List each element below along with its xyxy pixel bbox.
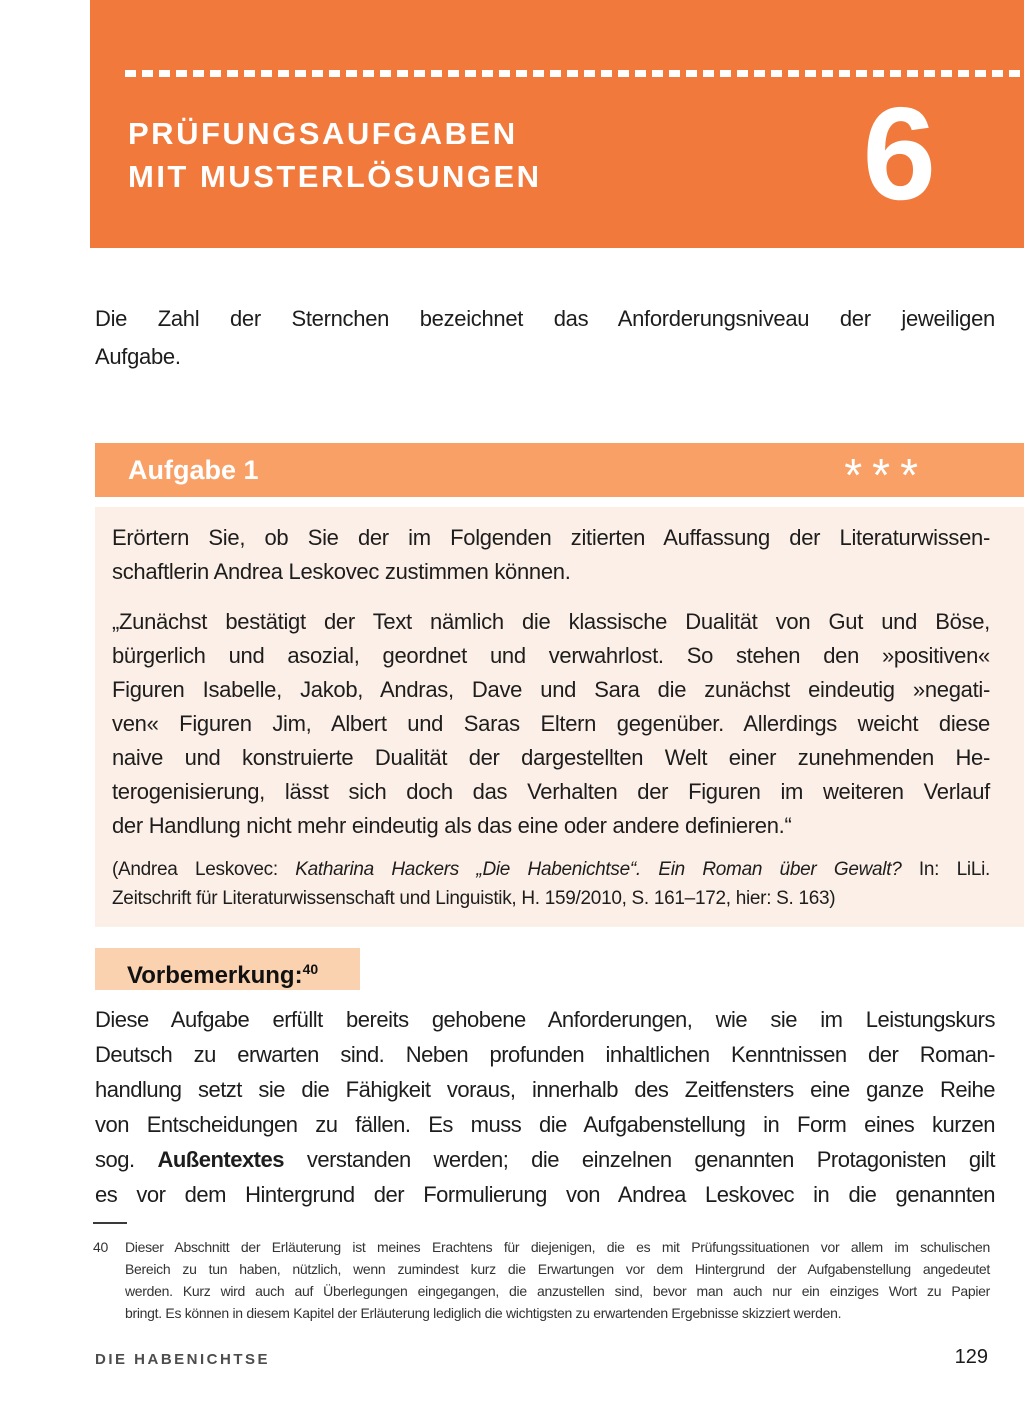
text-line: Deutsch zu erwarten sind. Neben profunden inhaltlichen Kenntnissen der Roman- xyxy=(95,1042,995,1067)
dashed-divider xyxy=(125,70,1024,77)
chapter-banner xyxy=(90,0,1024,248)
task-header-bar xyxy=(95,443,1024,501)
text-line: Diese Aufgabe erfüllt bereits gehobene Anforderungen, wie sie im Leistungskurs xyxy=(95,1007,995,1032)
text-line: naive und konstruierte Dualität der dargestellten Welt einer zunehmenden He- xyxy=(112,745,990,770)
text-line: ven« Figuren Jim, Albert und Saras Eltern gegenüber. Allerdings weicht diese xyxy=(112,711,990,736)
text-line: werden. Kurz wird auch auf Überlegungen eingegangen, die anzustellen sind, bevor man auch nur ein einziges Wort zu Papier xyxy=(125,1283,990,1299)
chapter-title xyxy=(128,112,542,198)
note-heading-box xyxy=(95,948,360,990)
text-line: schaftlerin Andrea Leskovec zustimmen können. xyxy=(112,559,571,584)
page-number: 129 xyxy=(954,1346,988,1368)
task-citation xyxy=(112,855,990,913)
text-line: bürgerlich und asozial, geordnet und verwahrlost. So stehen den »positiven« xyxy=(112,643,990,668)
text-line: „Zunächst bestätigt der Text nämlich die klassische Dualität von Gut und Böse, xyxy=(112,609,990,634)
footnote-reference: 40 xyxy=(302,961,319,977)
text-line: (Andrea Leskovec: Katharina Hackers „Die Habenichtse“. Ein Roman über Gewalt? In: LiLi. xyxy=(112,859,990,880)
text-line: terogenisierung, lässt sich doch das Verhalten der Figuren im weiteren Verlauf xyxy=(112,779,990,804)
text-line: Die Zahl der Sternchen bezeichnet das Anforderungsniveau der jeweiligen xyxy=(95,306,995,331)
task-title: Aufgabe 1 xyxy=(128,455,259,485)
text-line: es vor dem Hintergrund der Formulierung von Andrea Leskovec in die genannten xyxy=(95,1182,995,1207)
commentary-paragraph xyxy=(95,1002,995,1212)
intro-paragraph xyxy=(95,300,995,376)
text-line: Bereich zu tun haben, nützlich, wenn zumindest kurz die Erwartungen vor dem Hintergrund der Aufgabenstellung angedeutet xyxy=(125,1261,990,1277)
text-line: handlung setzt sie die Fähigkeit voraus, innerhalb des Zeitfensters eine ganze Reihe xyxy=(95,1077,995,1102)
text-line: der Handlung nicht mehr eindeutig als das eine oder andere definieren.“ xyxy=(112,813,792,838)
task-instruction xyxy=(112,521,990,589)
text-line: sog. Außentextes verstanden werden; die einzelnen genannten Protagonisten gilt xyxy=(95,1147,995,1172)
footnote xyxy=(93,1236,990,1324)
chapter-number: 6 xyxy=(862,80,936,227)
running-title: DIE HABENICHTSE xyxy=(95,1351,271,1368)
text-line: Erörtern Sie, ob Sie der im Folgenden zitierten Auffassung der Literaturwissen- xyxy=(112,525,990,550)
text-line: Dieser Abschnitt der Erläuterung ist meines Erachtens für diejenigen, die es mit Prüfungssituationen vor allem im schulischen xyxy=(125,1239,990,1255)
text-line: von Entscheidungen zu fällen. Es muss die Aufgabenstellung in Form eines kurzen xyxy=(95,1112,995,1137)
note-heading-label: Vorbemerkung: xyxy=(127,962,303,989)
task-quote xyxy=(112,605,990,843)
note-heading xyxy=(127,948,360,997)
footnote-number: 40 xyxy=(93,1239,108,1255)
task-body xyxy=(95,507,1024,927)
text-line: bringt. Es können in diesem Kapitel der Erläuterung lediglich die wichtigsten zu erwartenden Ergebnisse skizziert werden. xyxy=(125,1305,842,1321)
chapter-title-line2: MIT MUSTERLÖSUNGEN xyxy=(128,159,542,194)
chapter-title-line1: PRÜFUNGSAUFGABEN xyxy=(128,116,518,151)
footnote-text xyxy=(125,1236,990,1324)
text-line: Zeitschrift für Literaturwissenschaft und Linguistik, H. 159/2010, S. 161–172, hier: S. 163) xyxy=(112,888,836,909)
text-line: Aufgabe. xyxy=(95,344,181,369)
text-line: Figuren Isabelle, Jakob, Andras, Dave und Sara die zunächst eindeutig »negati- xyxy=(112,677,990,702)
footnote-rule xyxy=(93,1222,127,1224)
difficulty-stars-icon: *** xyxy=(844,449,928,501)
